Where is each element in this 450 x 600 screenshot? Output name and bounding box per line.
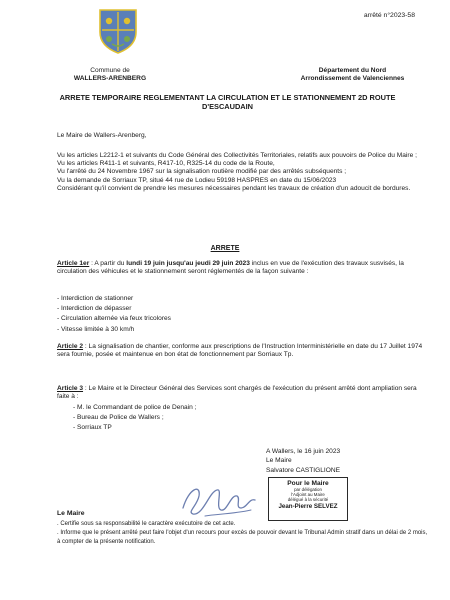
measure-item: - Vitesse limitée à 30 km/h: [57, 325, 135, 333]
article-2: [57, 343, 429, 359]
handwritten-signature: [175, 478, 265, 524]
arrondissement-name: Arrondissement de Valenciennes: [300, 75, 405, 83]
commune-header: [50, 67, 170, 84]
preamble-item: Vu les articles L2212-1 et suivants du Code Général des Collectivités Territoriales, relatifs aux pouvoirs de Police du Maire ;: [57, 152, 417, 159]
signature-block: [266, 447, 426, 475]
footer-note: . Certifie sous sa responsabilité le caractère exécutoire de cet acte.: [57, 521, 236, 527]
official-stamp: [268, 477, 348, 521]
document-title: [35, 93, 420, 111]
commune-name: WALLERS-ARENBERG: [73, 75, 147, 83]
title-line-1: ARRETE TEMPORAIRE REGLEMENTANT LA CIRCULATION ET LE STATIONNEMENT 2D ROUTE: [59, 93, 396, 102]
recipient-item: - M. le Commandant de police de Denain ;: [73, 404, 197, 411]
preamble-item: Vu la demande de Sorriaux TP, situé 44 rue de Lodieu 59198 HASPRES en date du 15/06/2023: [57, 176, 337, 184]
article-2-label: Article 2: [57, 343, 84, 350]
article-1-text-post: inclus en vue de l'exécution des travaux susvisés, la circulation des véhicules et le stationnement seront réglementés de la façon suivante :: [57, 260, 404, 276]
article-1-label: Article 1er: [57, 260, 90, 267]
stamp-line-5: Jean-Pierre SELVEZ: [278, 503, 338, 510]
preamble-item: Vu les articles R411-1 et suivants, R417-10, R325-14 du code de la Route,: [57, 160, 275, 168]
stamp-line-3: l'Adjoint au Maire: [291, 492, 325, 497]
commune-label: Commune de: [90, 67, 130, 74]
article-3: [57, 385, 429, 401]
footer-mayor-label: Le Maire: [57, 510, 85, 517]
mayor-intro: Le Maire de Wallers-Arenberg,: [57, 132, 147, 139]
article-1: [57, 260, 429, 276]
measure-item: - Circulation alternée via feux tricolores: [57, 315, 171, 323]
department-header: [270, 67, 435, 84]
recipient-item: - Bureau de Police de Wallers ;: [73, 414, 164, 422]
recipient-list: [73, 403, 373, 434]
coat-of-arms-icon: [98, 8, 138, 54]
article-3-label: Article 3: [57, 385, 84, 392]
signatory-role: Le Maire: [266, 457, 292, 465]
article-1-text-pre: : A partir du: [89, 260, 127, 267]
decree-reference: arrêté n°2023-58: [363, 12, 415, 19]
arrete-heading: ARRETE: [210, 245, 240, 252]
measure-item: - Interdiction de dépasser: [57, 305, 132, 313]
stamp-line-2: par délégation: [294, 487, 322, 492]
title-line-2: D'ESCAUDAIN: [201, 102, 254, 112]
preamble-item: Considérant qu'il convient de prendre les mesures nécessaires pendant les travaux de création d'un adoucit de bordures.: [57, 184, 411, 192]
article-1-measures: [57, 294, 357, 335]
article-1-date-range: lundi 19 juin jusqu'au jeudi 29 juin 2023: [126, 260, 250, 267]
footer-notes: [57, 520, 429, 547]
signatory-name: Salvatore CASTIGLIONE: [266, 466, 341, 474]
footer-note: . Informe que le présent arrêté peut faire l'objet d'un recours pour excès de pouvoir devant le Tribunal Admin stratif dans un délai de 2 mois, à compter de la présente notification.: [57, 530, 428, 545]
measure-item: - Interdiction de stationner: [57, 295, 134, 302]
article-2-text: : La signalisation de chantier, conforme aux prescriptions de l'Instruction Interministérielle en date du 17 Juillet 1974 sera fournie, posée et maintenue en bon état de fonctionnement par Sorriaux Tp.: [57, 343, 423, 359]
preamble-list: [57, 152, 427, 193]
recipient-item: - Sorriaux TP: [73, 424, 112, 432]
stamp-line-1: Pour le Maire: [287, 480, 329, 487]
preamble-item: Vu l'arrêté du 24 Novembre 1967 sur la signalisation routière modifié par des arrêtés subséquents ;: [57, 168, 347, 176]
place-date: A Wallers, le 16 juin 2023: [266, 448, 341, 455]
department-name: Département du Nord: [318, 67, 387, 74]
stamp-line-4: délégué à la sécurité: [287, 497, 329, 502]
article-3-text: : Le Maire et le Directeur Général des Services sont chargés de l'exécution du présent arrêté dont ampliation sera faite à :: [57, 385, 417, 401]
